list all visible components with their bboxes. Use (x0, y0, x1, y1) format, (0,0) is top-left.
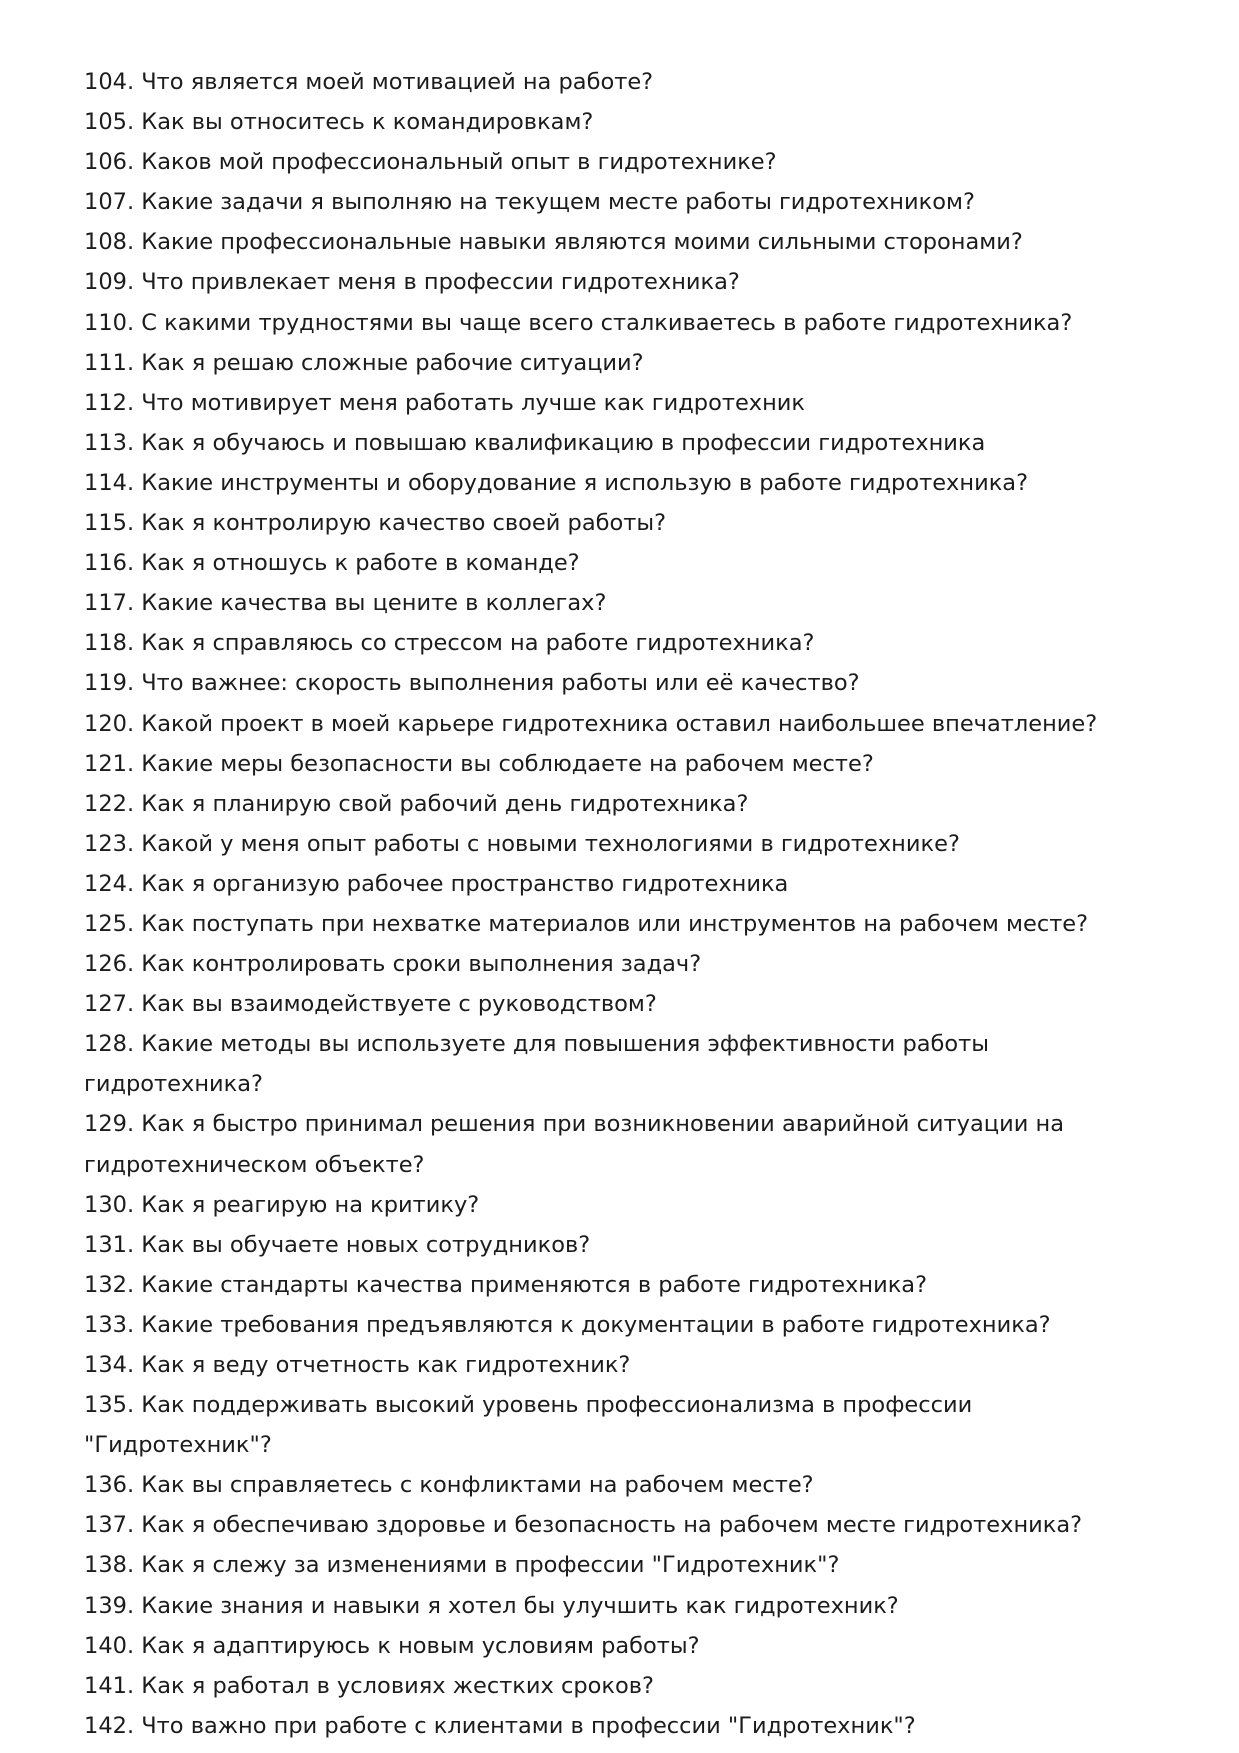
question-item: 121. Какие меры безопасности вы соблюдаете на рабочем месте? (84, 750, 874, 777)
question-item: 138. Как я слежу за изменениями в профессии "Гидротехник"? (84, 1552, 840, 1579)
question-item: 125. Как поступать при нехватке материалов или инструментов на рабочем месте? (84, 910, 1089, 937)
question-item: 112. Что мотивирует меня работать лучше как гидротехник (84, 389, 806, 416)
question-item: 134. Как я веду отчетность как гидротехник? (84, 1352, 631, 1378)
question-item: 124. Как я организую рабочее пространство гидротехника (84, 870, 789, 897)
question-item: 127. Как вы взаимодействуете с руководством? (84, 991, 657, 1018)
question-item: 140. Как я адаптируюсь к новым условиям работы? (84, 1632, 700, 1659)
question-item: 115. Как я контролирую качество своей работы? (84, 510, 667, 537)
question-item: 108. Какие профессиональные навыки являются моими сильными сторонами? (84, 229, 1023, 256)
question-item: 110. С какими трудностями вы чаще всего сталкиваетесь в работе гидротехника? (84, 309, 1073, 336)
question-list (84, 62, 1164, 1746)
question-item: 117. Какие качества вы цените в коллегах? (84, 590, 607, 617)
question-item: 104. Что является моей мотивацией на работе? (84, 69, 654, 95)
question-item: 131. Как вы обучаете новых сотрудников? (84, 1231, 591, 1258)
question-item: 105. Как вы относитесь к командировкам? (84, 109, 594, 136)
question-item: 118. Как я справляюсь со стрессом на работе гидротехника? (84, 630, 815, 657)
question-item: 137. Как я обеспечиваю здоровье и безопасность на рабочем месте гидротехника? (84, 1512, 1083, 1539)
question-item: 107. Какие задачи я выполняю на текущем месте работы гидротехником? (84, 189, 975, 216)
question-item: 109. Что привлекает меня в профессии гидротехника? (84, 269, 740, 296)
question-item: 128. Какие методы вы используете для повышения эффективности работы гидротехника? (84, 1031, 997, 1098)
question-item: 113. Как я обучаюсь и повышаю квалификацию в профессии гидротехника (84, 429, 986, 456)
question-item: 120. Какой проект в моей карьере гидротехника оставил наибольшее впечатление? (84, 710, 1098, 737)
question-item: 133. Какие требования предъявляются к документации в работе гидротехника? (84, 1311, 1051, 1338)
question-item: 122. Как я планирую свой рабочий день гидротехника? (84, 790, 749, 817)
question-item: 116. Как я отношусь к работе в команде? (84, 550, 580, 577)
question-item: 141. Как я работал в условиях жестких сроков? (84, 1672, 654, 1699)
question-item: 132. Какие стандарты качества применяются в работе гидротехника? (84, 1271, 928, 1298)
question-item: 106. Каков мой профессиональный опыт в гидротехнике? (84, 149, 777, 176)
question-item: 126. Как контролировать сроки выполнения задач? (84, 951, 702, 978)
question-item: 139. Какие знания и навыки я хотел бы улучшить как гидротехник? (84, 1592, 899, 1619)
question-item: 142. Что важно при работе с клиентами в профессии "Гидротехник"? (84, 1712, 916, 1739)
question-item: 129. Как я быстро принимал решения при возникновении аварийной ситуации на гидротехническом объекте? (84, 1111, 1064, 1178)
question-item: 114. Какие инструменты и оборудование я использую в работе гидротехника? (84, 469, 1029, 496)
question-item: 135. Как поддерживать высокий уровень профессионализма в профессии "Гидротехник"? (84, 1392, 980, 1459)
question-item: 123. Какой у меня опыт работы с новыми технологиями в гидротехнике? (84, 830, 960, 857)
question-item: 119. Что важнее: скорость выполнения работы или её качество? (84, 670, 860, 697)
question-item: 130. Как я реагирую на критику? (84, 1191, 480, 1218)
question-item: 136. Как вы справляетесь с конфликтами на рабочем месте? (84, 1472, 814, 1499)
question-item: 111. Как я решаю сложные рабочие ситуации? (84, 349, 644, 376)
